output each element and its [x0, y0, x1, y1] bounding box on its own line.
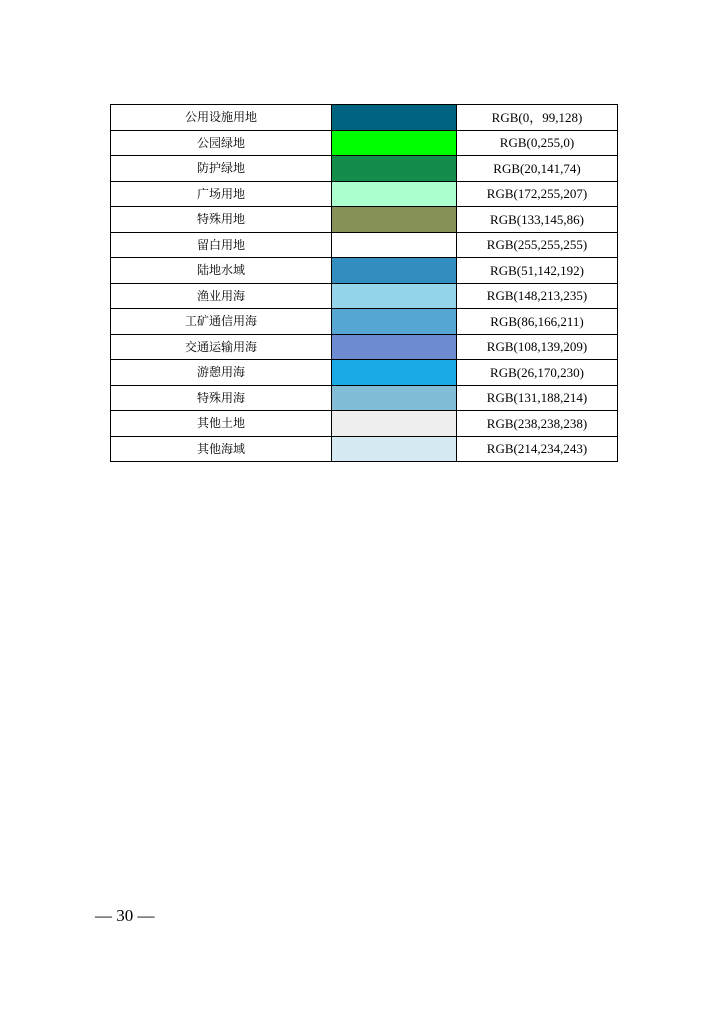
rgb-value: RGB(131,188,214)	[457, 385, 618, 411]
rgb-value: RGB(172,255,207)	[457, 181, 618, 207]
color-swatch	[332, 411, 457, 437]
color-swatch	[332, 232, 457, 258]
legend-table-body	[111, 105, 618, 462]
legend-row	[111, 156, 618, 182]
color-swatch	[332, 130, 457, 156]
rgb-value: RGB(255,255,255)	[457, 232, 618, 258]
legend-row	[111, 130, 618, 156]
land-use-name: 广场用地	[111, 181, 332, 207]
rgb-value: RGB(86,166,211)	[457, 309, 618, 335]
legend-row	[111, 334, 618, 360]
legend-row	[111, 181, 618, 207]
page-number: — 30 —	[95, 906, 155, 925]
legend-row	[111, 385, 618, 411]
land-use-name: 公园绿地	[111, 130, 332, 156]
rgb-value: RGB(51,142,192)	[457, 258, 618, 284]
color-swatch	[332, 385, 457, 411]
legend-row	[111, 360, 618, 386]
color-swatch	[332, 334, 457, 360]
rgb-value: RGB(148,213,235)	[457, 283, 618, 309]
land-use-name: 陆地水域	[111, 258, 332, 284]
color-swatch	[332, 207, 457, 233]
legend-row	[111, 436, 618, 462]
rgb-value: RGB(26,170,230)	[457, 360, 618, 386]
color-swatch	[332, 360, 457, 386]
rgb-value: RGB(0,255,0)	[457, 130, 618, 156]
color-swatch	[332, 181, 457, 207]
legend-row	[111, 207, 618, 233]
land-use-name: 特殊用海	[111, 385, 332, 411]
legend-row	[111, 232, 618, 258]
legend-row	[111, 309, 618, 335]
rgb-value: RGB(214,234,243)	[457, 436, 618, 462]
rgb-value: RGB(20,141,74)	[457, 156, 618, 182]
color-swatch	[332, 283, 457, 309]
color-swatch	[332, 436, 457, 462]
legend-row	[111, 283, 618, 309]
land-use-name: 防护绿地	[111, 156, 332, 182]
rgb-value: RGB(238,238,238)	[457, 411, 618, 437]
legend-row	[111, 258, 618, 284]
rgb-value: RGB(133,145,86)	[457, 207, 618, 233]
rgb-value: RGB(108,139,209)	[457, 334, 618, 360]
color-swatch	[332, 156, 457, 182]
land-use-name: 交通运输用海	[111, 334, 332, 360]
color-swatch	[332, 258, 457, 284]
land-use-name: 公用设施用地	[111, 105, 332, 131]
color-swatch	[332, 309, 457, 335]
color-swatch	[332, 105, 457, 131]
legend-row	[111, 105, 618, 131]
land-use-name: 其他海域	[111, 436, 332, 462]
land-use-name: 渔业用海	[111, 283, 332, 309]
land-use-name: 工矿通信用海	[111, 309, 332, 335]
rgb-value: RGB(0，99,128)	[457, 105, 618, 131]
land-use-name: 游憩用海	[111, 360, 332, 386]
land-use-color-legend-table	[110, 104, 618, 462]
land-use-name: 其他土地	[111, 411, 332, 437]
land-use-name: 特殊用地	[111, 207, 332, 233]
land-use-name: 留白用地	[111, 232, 332, 258]
legend-row	[111, 411, 618, 437]
